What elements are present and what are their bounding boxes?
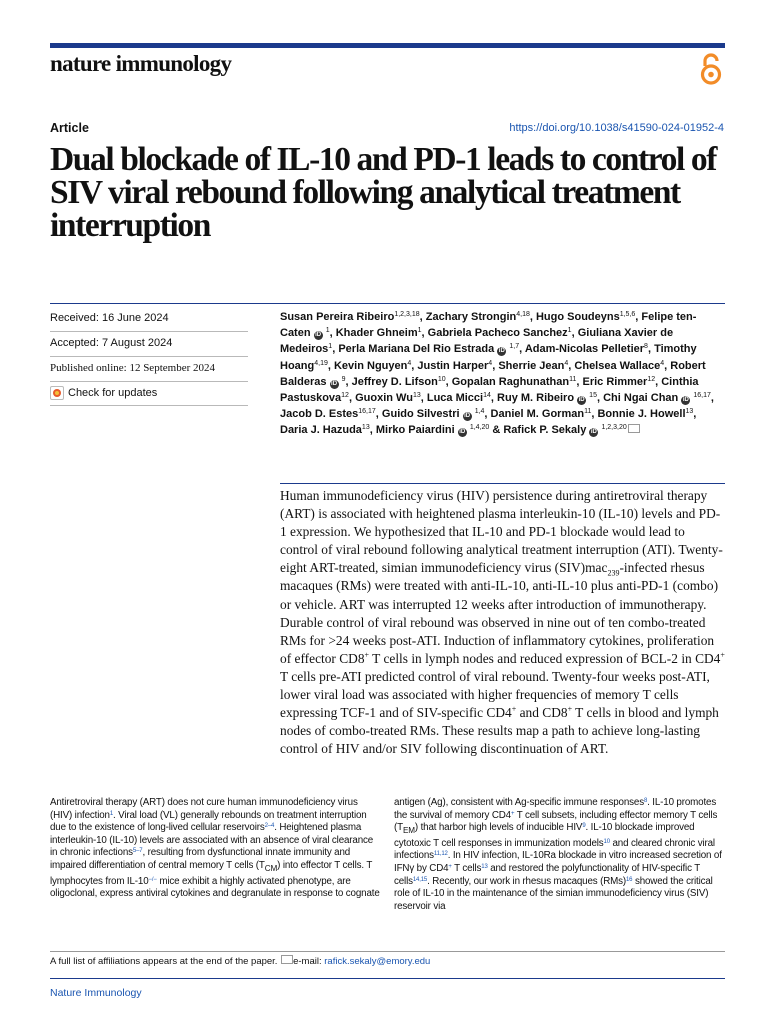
orcid-icon[interactable]: iD [498,348,505,355]
orcid-icon[interactable]: iD [590,429,597,436]
author-name[interactable]: Robert Balderas [280,359,706,388]
author-affiliation: 13 [412,392,421,400]
orcid-icon[interactable]: iD [459,429,466,436]
author-name[interactable]: Susan Pereira Ribeiro [280,311,395,323]
affiliations-note: A full list of affiliations appears at the end of the paper. [50,956,278,967]
author-affiliation: 1 [325,327,330,335]
author-affiliation: 1,5,6 [619,311,636,318]
author-name[interactable]: Gopalan Raghunathan [451,375,570,388]
published-date: Published online: 12 September 2024 [50,362,215,374]
author-affiliation: 9 [341,375,346,383]
check-updates-icon [50,386,64,400]
article-title: Dual blockade of IL-10 and PD-1 leads to control of SIV viral rebound following analytical treatment interruption [50,141,716,244]
author-name[interactable]: Daria J. Hazuda [280,424,362,437]
abstract-rule [280,483,725,484]
body-column-right: antigen (Ag), consistent with Ag-specific immune responses$^8$. IL-10 promotes the survival of memory CD4+ T cell subsets, including effector memory T cells $(T_{EM})$ that harbor high levels of inducible HIV$^9$. IL-10 blockade improved cytotoxic T cell responses in immunization models$^{10}$ and cleared chronic viral infections$^{11,12}$. In HIV infection, IL-10Ra blockade in vitro increased secretion of IFNγ by CD4+ T cells$^{13}$ and restored the polyfunctionality of HIV-specific T cells$^{14,15}$. Recently, our work in rhesus macaques (RMs)$^{16}$ showed the critical role of IL-10 in the maintenance of the simian immunodeficiency virus (SIV) reservoir via [394,797,722,912]
footnote [50,955,430,967]
author-affiliation: 4 [488,359,493,367]
author-name[interactable]: Adam-Nicolas Pelletier [524,343,645,356]
author-name[interactable]: Zachary Strongin [425,311,517,323]
author-affiliation: 16,17 [693,392,711,400]
footnote-rule [50,951,725,952]
author-affiliation: 4,19 [314,359,328,367]
author-name[interactable]: Timothy Hoang [280,343,697,372]
section-rule [50,303,725,304]
author-affiliation: 4 [564,359,569,367]
author-name[interactable]: Felipe ten-Caten [280,311,697,340]
date-divider [50,405,248,406]
email-label: e-mail: [293,956,322,967]
author-affiliation: 4 [407,359,412,367]
author-name[interactable]: Daniel M. Gorman [490,408,585,421]
author-affiliation: 12 [341,392,349,400]
author-name[interactable]: Hugo Soudeyns [535,311,620,323]
author-name[interactable]: Chi Ngai Chan [603,392,679,405]
author-name[interactable]: Jeffrey D. Lifson [351,375,438,388]
date-divider [50,356,248,357]
author-affiliation: 11 [584,408,592,416]
orcid-icon[interactable]: iD [682,397,689,404]
author-affiliation: 1,2,3,18 [394,311,420,318]
author-name[interactable]: Eric Rimmer [582,375,648,388]
check-updates-button[interactable] [50,386,157,400]
author-name[interactable]: Justin Harper [417,359,489,372]
date-divider [50,381,248,382]
orcid-icon[interactable]: iD [578,397,585,404]
author-affiliation: 13 [361,424,370,432]
author-name[interactable]: Kevin Nguyen [333,359,408,372]
doi-link[interactable]: https://doi.org/10.1038/s41590-024-01952-4 [509,122,724,134]
author-name[interactable]: Rafick P. Sekaly [503,424,587,437]
author-name[interactable]: Ruy M. Ribeiro [497,392,575,405]
footer-rule [50,978,725,979]
author-name[interactable]: Luca Micci [426,392,484,405]
author-affiliation: 1 [417,327,422,335]
accepted-date: Accepted: 7 August 2024 [50,337,173,349]
author-affiliation: 4,18 [516,311,530,318]
author-name[interactable]: Guoxin Wu [355,392,413,405]
author-name[interactable]: Chelsea Wallace [574,359,661,372]
author-name[interactable]: Khader Ghneim [335,327,418,340]
author-name[interactable]: Perla Mariana Del Rio Estrada [338,343,495,356]
received-date: Received: 16 June 2024 [50,312,169,324]
author-name[interactable]: Bonnie J. Howell [597,408,686,421]
open-access-icon[interactable] [698,52,724,86]
author-name[interactable]: Gabriela Pacheco Sanchez [427,327,568,340]
author-affiliation: 1 [567,327,572,335]
mail-icon[interactable] [628,424,640,433]
author-name[interactable]: Giuliana Xavier de Medeiros [280,327,674,356]
author-affiliation: 1 [328,343,333,351]
author-affiliation: 14 [483,392,491,400]
email-link[interactable]: rafick.sekaly@emory.edu [324,956,431,967]
mail-icon [281,955,293,964]
author-name[interactable]: Cinthia Pastuskova [280,375,699,405]
author-name[interactable]: Mirko Paiardini [375,424,455,437]
author-affiliation: 13 [685,408,694,416]
author-name[interactable]: Guido Silvestri [381,408,460,421]
body-column-left: Antiretroviral therapy (ART) does not cure human immunodeficiency virus (HIV) infection$^1$. Viral load (VL) generally rebounds on treatment interruption due to the existence of long-lived cellular reservoirs$^{2-4}$. Heightened plasma interleukin-10 (IL-10) levels are associated with an absence of viral clearance in chronic infections$^{5-7}$, resulting from dysfunctional innate immunity and impaired differentiation of central memory T cells $(T_{CM})$ into effector T cells. T lymphocytes from IL-10−/− mice exhibit a highly activated phenotype, are oligoclonal, express antiviral cytokines and degranulate in response to cognate [50,797,380,900]
author-list: Susan Pereira Ribeiro$^{1,2,3,18}$, Zachary Strongin$^{4,18}$, Hugo Soudeyns$^{1,5,6}$, Felipe ten-Caten iD $^1$, Khader Ghneim$^1$, Gabriela Pacheco Sanchez$^1$, Giuliana Xavier de Medeiros$^1$, Perla Mariana Del Rio Estrada iD $^{1,7}$, Adam-Nicolas Pelletier$^8$, Timothy Hoang$^{4,19}$, Kevin Nguyen$^4$, Justin Harper$^4$, Sherrie Jean$^4$, Chelsea Wallace$^4$, Robert Balderas iD $^9$, Jeffrey D. Lifson$^{10}$, Gopalan Raghunathan$^{11}$, Eric Rimmer$^{12}$, Cinthia Pastuskova$^{12}$, Guoxin Wu$^{13}$, Luca Micci$^{14}$, Ruy M. Ribeiro iD $^{15}$, Chi Ngai Chan iD $^{16,17}$, Jacob D. Estes$^{16,17}$, Guido Silvestri iD $^{1,4}$, Daniel M. Gorman$^{11}$, Bonnie J. Howell$^{13}$, Daria J. Hazuda$^{13}$, Mirko Paiardini iD $^{1,4,20}$ & Rafick P. Sekaly iD $^{1,2,3,20}$ [280,311,714,437]
date-divider [50,331,248,332]
abstract: Human immunodeficiency virus (HIV) persistence during antiretroviral therapy (ART) is associated with heightened plasma interleukin-10 (IL-10) levels and PD-1 expression. We hypothesized that IL-10 and PD-1 blockade would lead to control of viral rebound following analytical treatment interruption (ATI). Twenty-eight ART-treated, simian immunodeficiency virus (SIV)mac$_{239}$-infected rhesus macaques (RMs) were treated with anti-IL-10, anti-IL-10 plus anti-PD-1 (combo) or vehicle. ART was interrupted 12 weeks after introduction of immunotherapy. Durable control of viral rebound was observed in nine out of ten combo-treated RMs for >24 weeks post-ATI. Induction of inflammatory cytokines, proliferation of effector CD8+ T cells in lymph nodes and reduced expression of BCL-2 in CD4+ T cells pre-ATI predicted control of viral rebound. Twenty-four weeks post-ATI, lower viral load was associated with higher frequencies of memory T cells expressing TCF-1 and of SIV-specific CD4+ and CD8+ T cells in blood and lymph nodes of combo-treated RMs. These results map a path to achieve long-lasting control of HIV and/or SIV following discontinuation of ART. [280,488,725,757]
author-affiliation: 1,4,20 [469,424,490,432]
author-affiliation: 15 [589,392,597,400]
author-affiliation: 4 [660,359,665,367]
journal-name: nature immunology [50,51,232,76]
orcid-icon[interactable]: iD [315,332,322,339]
author-affiliation: 1,4 [474,408,485,416]
author-name[interactable]: Sherrie Jean [498,359,565,372]
author-affiliation: 12 [647,375,656,383]
check-updates-label: Check for updates [68,387,158,399]
author-affiliation: 10 [437,375,446,383]
footer-journal-name: Nature Immunology [50,987,142,999]
author-name[interactable]: Jacob D. Estes [280,408,359,421]
author-affiliation: 1,2,3,20 [601,424,627,432]
orcid-icon[interactable]: iD [464,413,471,420]
author-affiliation: 8 [644,343,648,351]
author-affiliation: 16,17 [358,408,376,416]
author-affiliation: 11 [569,375,577,383]
orcid-icon[interactable]: iD [331,380,338,387]
article-type: Article [50,121,89,135]
author-affiliation: 1,7 [509,343,520,351]
header-rule [50,43,725,48]
